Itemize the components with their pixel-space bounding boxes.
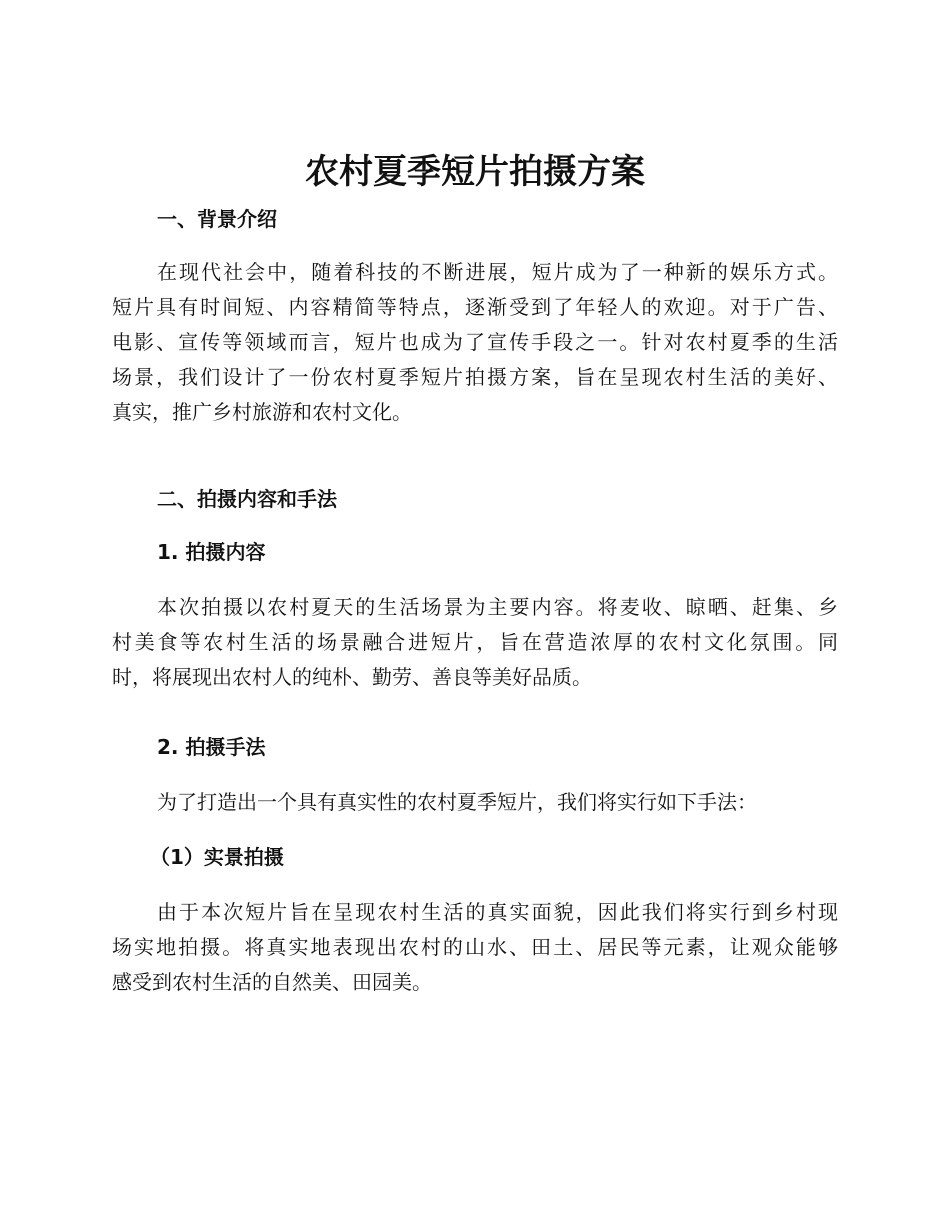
section-heading-content-methods: 二、拍摄内容和手法 (157, 487, 337, 511)
paragraph-line: 电影、宣传等领域而言，短片也成为了宣传手段之一。针对农村夏季的生活 (112, 330, 838, 354)
paragraph-line: 本次拍摄以农村夏天的生活场景为主要内容。将麦收、晾晒、赶集、乡 (157, 595, 838, 619)
paragraph-background (112, 255, 838, 430)
paragraph-line: 村美食等农村生活的场景融合进短片，旨在营造浓厚的农村文化氛围。同 (112, 630, 838, 654)
document-title: 农村夏季短片拍摄方案 (305, 152, 645, 192)
paragraph-onsite-shooting (112, 895, 838, 1000)
paragraph-line: 短片具有时间短、内容精简等特点，逐渐受到了年轻人的欢迎。对于广告、 (112, 295, 838, 319)
paragraph-line: 时，将展现出农村人的纯朴、勤劳、善良等美好品质。 (112, 665, 592, 689)
paragraph-methods-intro (112, 785, 838, 820)
paragraph-line: 为了打造出一个具有真实性的农村夏季短片，我们将实行如下手法： (157, 790, 757, 814)
subsection-heading-content: 1. 拍摄内容 (157, 540, 266, 564)
paragraph-line: 由于本次短片旨在呈现农村生活的真实面貌，因此我们将实行到乡村现 (157, 900, 838, 924)
subsection-heading-methods: 2. 拍摄手法 (157, 735, 266, 759)
method-heading-onsite-shooting: （1）实景拍摄 (150, 845, 284, 869)
paragraph-line: 感受到农村生活的自然美、田园美。 (112, 970, 432, 994)
paragraph-line: 场景，我们设计了一份农村夏季短片拍摄方案，旨在呈现农村生活的美好、 (112, 365, 838, 389)
section-heading-background: 一、背景介绍 (157, 207, 277, 231)
paragraph-line: 真实，推广乡村旅游和农村文化。 (112, 400, 412, 424)
paragraph-line: 在现代社会中，随着科技的不断进展，短片成为了一种新的娱乐方式。 (157, 260, 838, 284)
paragraph-content (112, 590, 838, 695)
paragraph-line: 场实地拍摄。将真实地表现出农村的山水、田土、居民等元素，让观众能够 (112, 935, 838, 959)
